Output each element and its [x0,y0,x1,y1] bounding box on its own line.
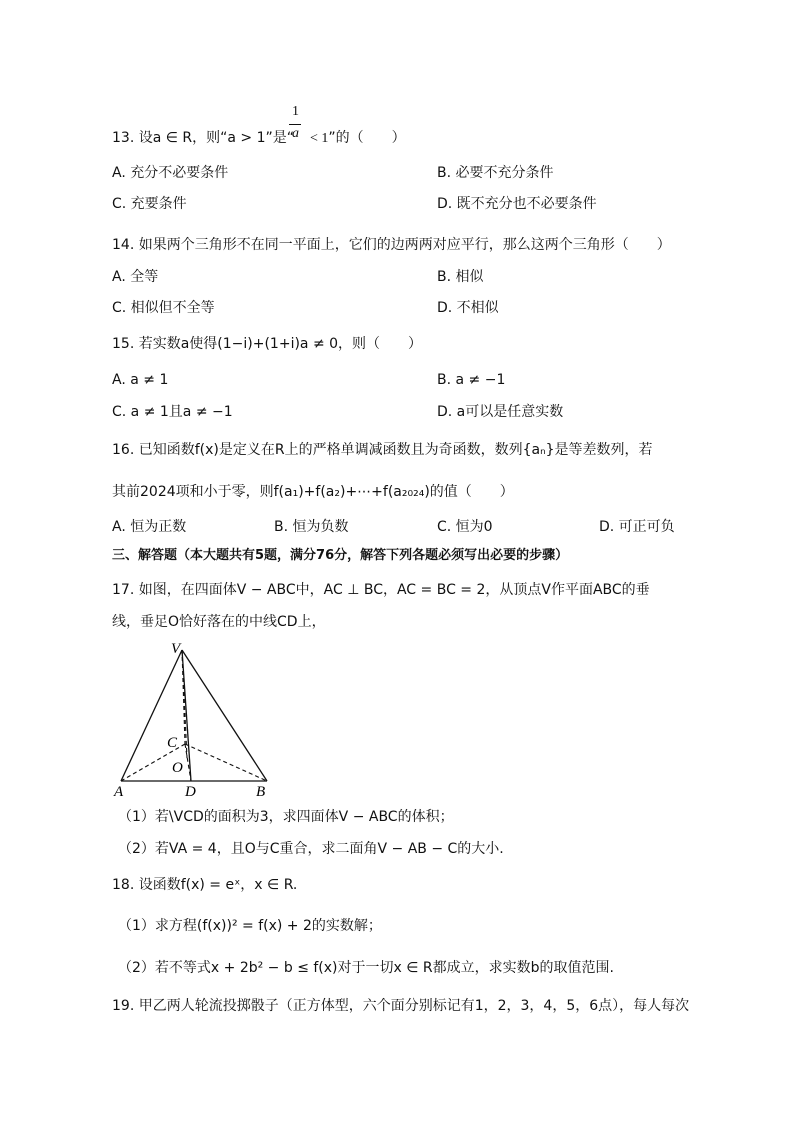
q13-stem [112,128,406,149]
q13-option-a: A. 充分不必要条件 [112,165,229,181]
q18-sub1: （1）求方程(f(x))² = f(x) + 2的实数解； [118,918,382,934]
q17-stem-line2: 线，垂足O恰好落在的中线CD上， [112,614,326,630]
q14-option-b: B. 相似 [437,269,484,285]
tetrahedron-figure [110,640,280,800]
q19-stem: 19. 甲乙两人轮流投掷骰子（正方体型，六个面分别标记有1，2，3，4，5，6点），每人每次 [112,998,690,1014]
q13-fraction-denominator: a [292,126,299,141]
q15-option-c: C. a ≠ 1且a ≠ −1 [112,404,233,420]
label-b: B [256,784,266,800]
q18-sub2: （2）若不等式x + 2b² − b ≤ f(x)对于一切x ∈ R都成立，求实数b的取值范围. [118,960,614,976]
label-d: D [185,784,196,800]
label-v: V [171,641,181,657]
q17-stem-line1: 17. 如图，在四面体V − ABC中，AC ⊥ BC，AC = BC = 2，从顶点V作平面ABC的垂 [112,582,650,598]
q16-option-c: C. 恒为0 [437,519,493,535]
q13-fraction-bar [289,124,301,125]
q16-option-b: B. 恒为负数 [274,519,349,535]
q16-option-d: D. 可正可负 [599,519,675,535]
q13-fraction-tail: < 1 [310,131,329,146]
q18-stem: 18. 设函数f(x) = eˣ，x ∈ R. [112,877,298,893]
q13-option-c: C. 充要条件 [112,196,187,212]
q15-option-b: B. a ≠ −1 [437,372,506,388]
q16-option-a: A. 恒为正数 [112,519,187,535]
q13-stem-end: ”的（ ） [328,130,406,146]
q13-stem-text: 13. 设a ∈ R，则“a > 1”是“ [112,130,294,146]
q15-option-a: A. a ≠ 1 [112,372,169,388]
q17-sub2: （2）若VA = 4，且O与C重合，求二面角V − AB − C的大小. [118,841,504,857]
q14-option-c: C. 相似但不全等 [112,300,215,316]
edge-vd [182,650,191,781]
q13-option-b: B. 必要不充分条件 [437,165,554,181]
q15-option-d: D. a可以是任意实数 [437,404,564,420]
label-a: A [114,784,124,800]
q14-option-a: A. 全等 [112,269,159,285]
q17-sub1: （1）若\VCD的面积为3，求四面体V − ABC的体积； [118,809,454,825]
q15-stem: 15. 若实数a使得(1−i)+(1+i)a ≠ 0，则（ ） [112,336,423,352]
label-c: C [167,735,178,751]
section-heading: 三、解答题（本大题共有5题，满分76分，解答下列各题必须写出必要的步骤） [112,548,569,563]
q16-stem-line1: 16. 已知函数f(x)是定义在R上的严格单调减函数且为奇函数，数列{aₙ}是等差数列，若 [112,442,653,458]
q16-stem-line2: 其前2024项和小于零，则f(a₁)+f(a₂)+⋯+f(a₂₀₂₄)的值（ ） [112,484,514,500]
q13-option-d: D. 既不充分也不必要条件 [437,196,597,212]
q13-fraction-numerator: 1 [292,104,299,119]
label-o: O [172,760,183,776]
q14-stem: 14. 如果两个三角形不在同一平面上，它们的边两两对应平行，那么这两个三角形（ ） [112,237,671,253]
q14-option-d: D. 不相似 [437,300,499,316]
